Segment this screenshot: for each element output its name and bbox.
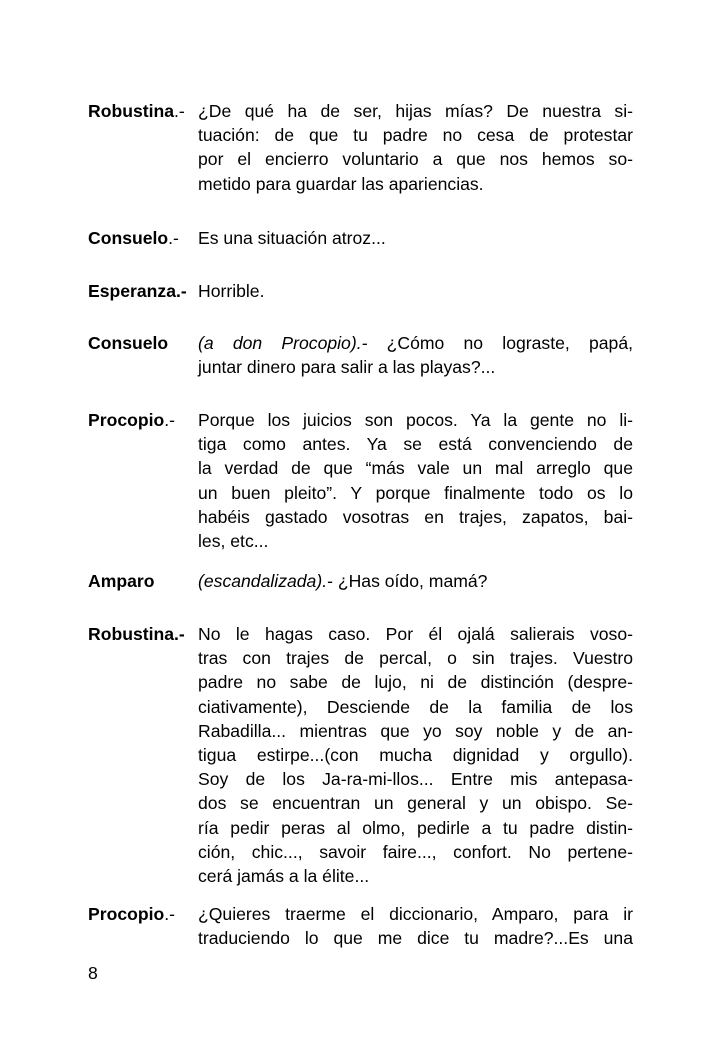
dialogue-text — [198, 902, 633, 950]
text-line: (a don Procopio).- ¿Cómo no lograste, papá, — [198, 333, 633, 353]
text-line: Es una situación atroz... — [198, 228, 386, 248]
speaker-label: Robustina.- — [88, 101, 185, 121]
text-line: Soy de los Ja-ra-mi-llos... Entre mis antepasa- — [198, 769, 633, 790]
dialogue-text — [198, 279, 633, 303]
text-line: No le hagas caso. Por él ojalá salierais voso- — [198, 624, 633, 644]
text-line: ¿Quieres traerme el diccionario, Amparo, para ir — [198, 904, 633, 924]
dialogue-text — [198, 226, 633, 250]
dialogue-entry — [88, 279, 633, 303]
text-line: padre no sabe de lujo, ni de distinción (despre- — [198, 672, 633, 693]
speaker-label: Consuelo.- — [88, 228, 179, 248]
speaker-label: Procopio.- — [88, 904, 175, 924]
text-line: traduciendo lo que me dice tu madre?...Es una — [198, 928, 633, 949]
dialogue-entry — [88, 226, 633, 250]
text-line: habéis gastado vosotras en trajes, zapatos, bai- — [198, 506, 633, 527]
text-line: tigua estirpe...(con mucha dignidad y orgullo). — [198, 744, 633, 765]
text-line: ciativamente), Desciende de la familia de los — [198, 696, 633, 717]
text-line: tiga como antes. Ya se está convenciendo de — [198, 434, 633, 455]
speaker-label: Esperanza.- — [88, 281, 187, 301]
speaker-label: Amparo — [88, 571, 155, 591]
dialogue-entry — [88, 331, 633, 379]
text-line: por el encierro voluntario a que nos hemos so- — [198, 149, 633, 170]
page-number: 8 — [88, 963, 98, 983]
dialogue-text — [198, 99, 633, 196]
dialogue-text — [198, 569, 633, 593]
text-line: (escandalizada).- ¿Has oído, mamá? — [198, 571, 488, 591]
dialogue-text — [198, 408, 633, 553]
speaker-label: Consuelo — [88, 333, 169, 353]
stage-direction: (a don Procopio).- — [198, 333, 368, 353]
dialogue-text — [198, 622, 633, 888]
speaker-label: Procopio.- — [88, 410, 175, 430]
text-line: la verdad de que “más vale un mal arreglo que — [198, 458, 633, 479]
text-line: ría pedir peras al olmo, pedirle a tu padre distin- — [198, 817, 633, 838]
text-line: Porque los juicios son pocos. Ya la gente no li- — [198, 410, 633, 430]
dialogue-text — [198, 331, 633, 379]
text-line: cerá jamás a la élite... — [198, 865, 370, 886]
speaker-label: Robustina.- — [88, 624, 185, 644]
text-line: un buen pleito”. Y porque finalmente todo os lo — [198, 482, 633, 503]
text-line: dos se encuentran un general y un obispo. Se- — [198, 793, 633, 814]
dialogue-entry — [88, 99, 633, 196]
text-line: Horrible. — [198, 281, 265, 301]
text-line: tuación: de que tu padre no cesa de protestar — [198, 125, 633, 146]
dialogue-entry — [88, 408, 633, 553]
text-line: les, etc... — [198, 530, 269, 551]
text-line: ción, chic..., savoir faire..., confort. No pertene- — [198, 841, 633, 862]
text-line: Rabadilla... mientras que yo soy noble y de an- — [198, 720, 633, 741]
dialogue-entry — [88, 569, 633, 593]
text-line: ¿De qué ha de ser, hijas mías? De nuestra si- — [198, 101, 633, 121]
text-line: tras con trajes de percal, o sin trajes. Vuestro — [198, 648, 633, 669]
text-line: metido para guardar las apariencias. — [198, 173, 484, 194]
stage-direction: (escandalizada). — [198, 571, 328, 591]
dialogue-entry — [88, 622, 633, 888]
dialogue-entry — [88, 902, 633, 950]
text-line: juntar dinero para salir a las playas?... — [198, 357, 496, 378]
